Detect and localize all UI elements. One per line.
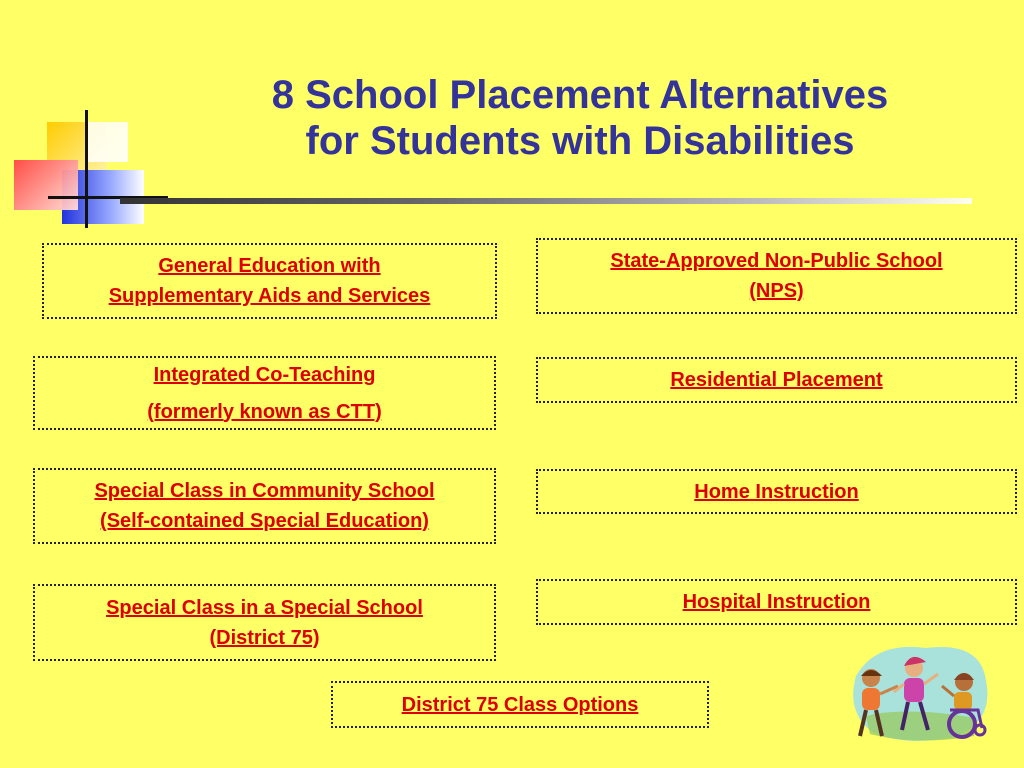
placement-link-line[interactable]: Special Class in Community School <box>94 480 435 502</box>
vertical-line <box>85 110 88 228</box>
placement-special-class-community[interactable] <box>33 468 496 544</box>
district-75-class-options[interactable] <box>331 681 709 728</box>
placement-residential[interactable] <box>536 357 1017 403</box>
placement-hospital-instruction[interactable] <box>536 579 1017 625</box>
placement-general-education[interactable] <box>42 243 497 319</box>
title-divider <box>120 198 972 204</box>
placement-link-line[interactable]: Supplementary Aids and Services <box>108 285 431 307</box>
placement-link-line[interactable]: Hospital Instruction <box>682 591 871 613</box>
slide-title-line-1: 8 School Placement Alternatives <box>271 73 889 117</box>
placement-link-line[interactable]: Residential Placement <box>670 369 883 391</box>
slide-title-line-2: for Students with Disabilities <box>305 119 855 163</box>
slide-title <box>190 72 970 164</box>
placement-link-line[interactable]: (NPS) <box>749 280 804 302</box>
placement-special-class-special-school[interactable] <box>33 584 496 661</box>
children-playing-clipart-icon <box>846 636 996 748</box>
placement-link-line[interactable]: Special Class in a Special School <box>106 596 423 619</box>
white-square <box>88 122 128 162</box>
placement-link-line[interactable]: Integrated Co-Teaching <box>153 363 376 386</box>
placement-link-line[interactable]: General Education with <box>158 255 381 277</box>
placement-link-line[interactable]: (formerly known as CTT) <box>147 400 382 423</box>
placement-integrated-co-teaching[interactable] <box>33 356 496 430</box>
placement-link-line[interactable]: District 75 Class Options <box>401 693 639 716</box>
placement-home-instruction[interactable] <box>536 469 1017 514</box>
placement-link-line[interactable]: (Self-contained Special Education) <box>100 510 429 532</box>
placement-non-public-school[interactable] <box>536 238 1017 314</box>
placement-link-line[interactable]: State-Approved Non-Public School <box>610 250 943 272</box>
placement-link-line[interactable]: (District 75) <box>209 626 320 649</box>
red-square <box>14 160 78 210</box>
placement-link-line[interactable]: Home Instruction <box>694 480 859 503</box>
